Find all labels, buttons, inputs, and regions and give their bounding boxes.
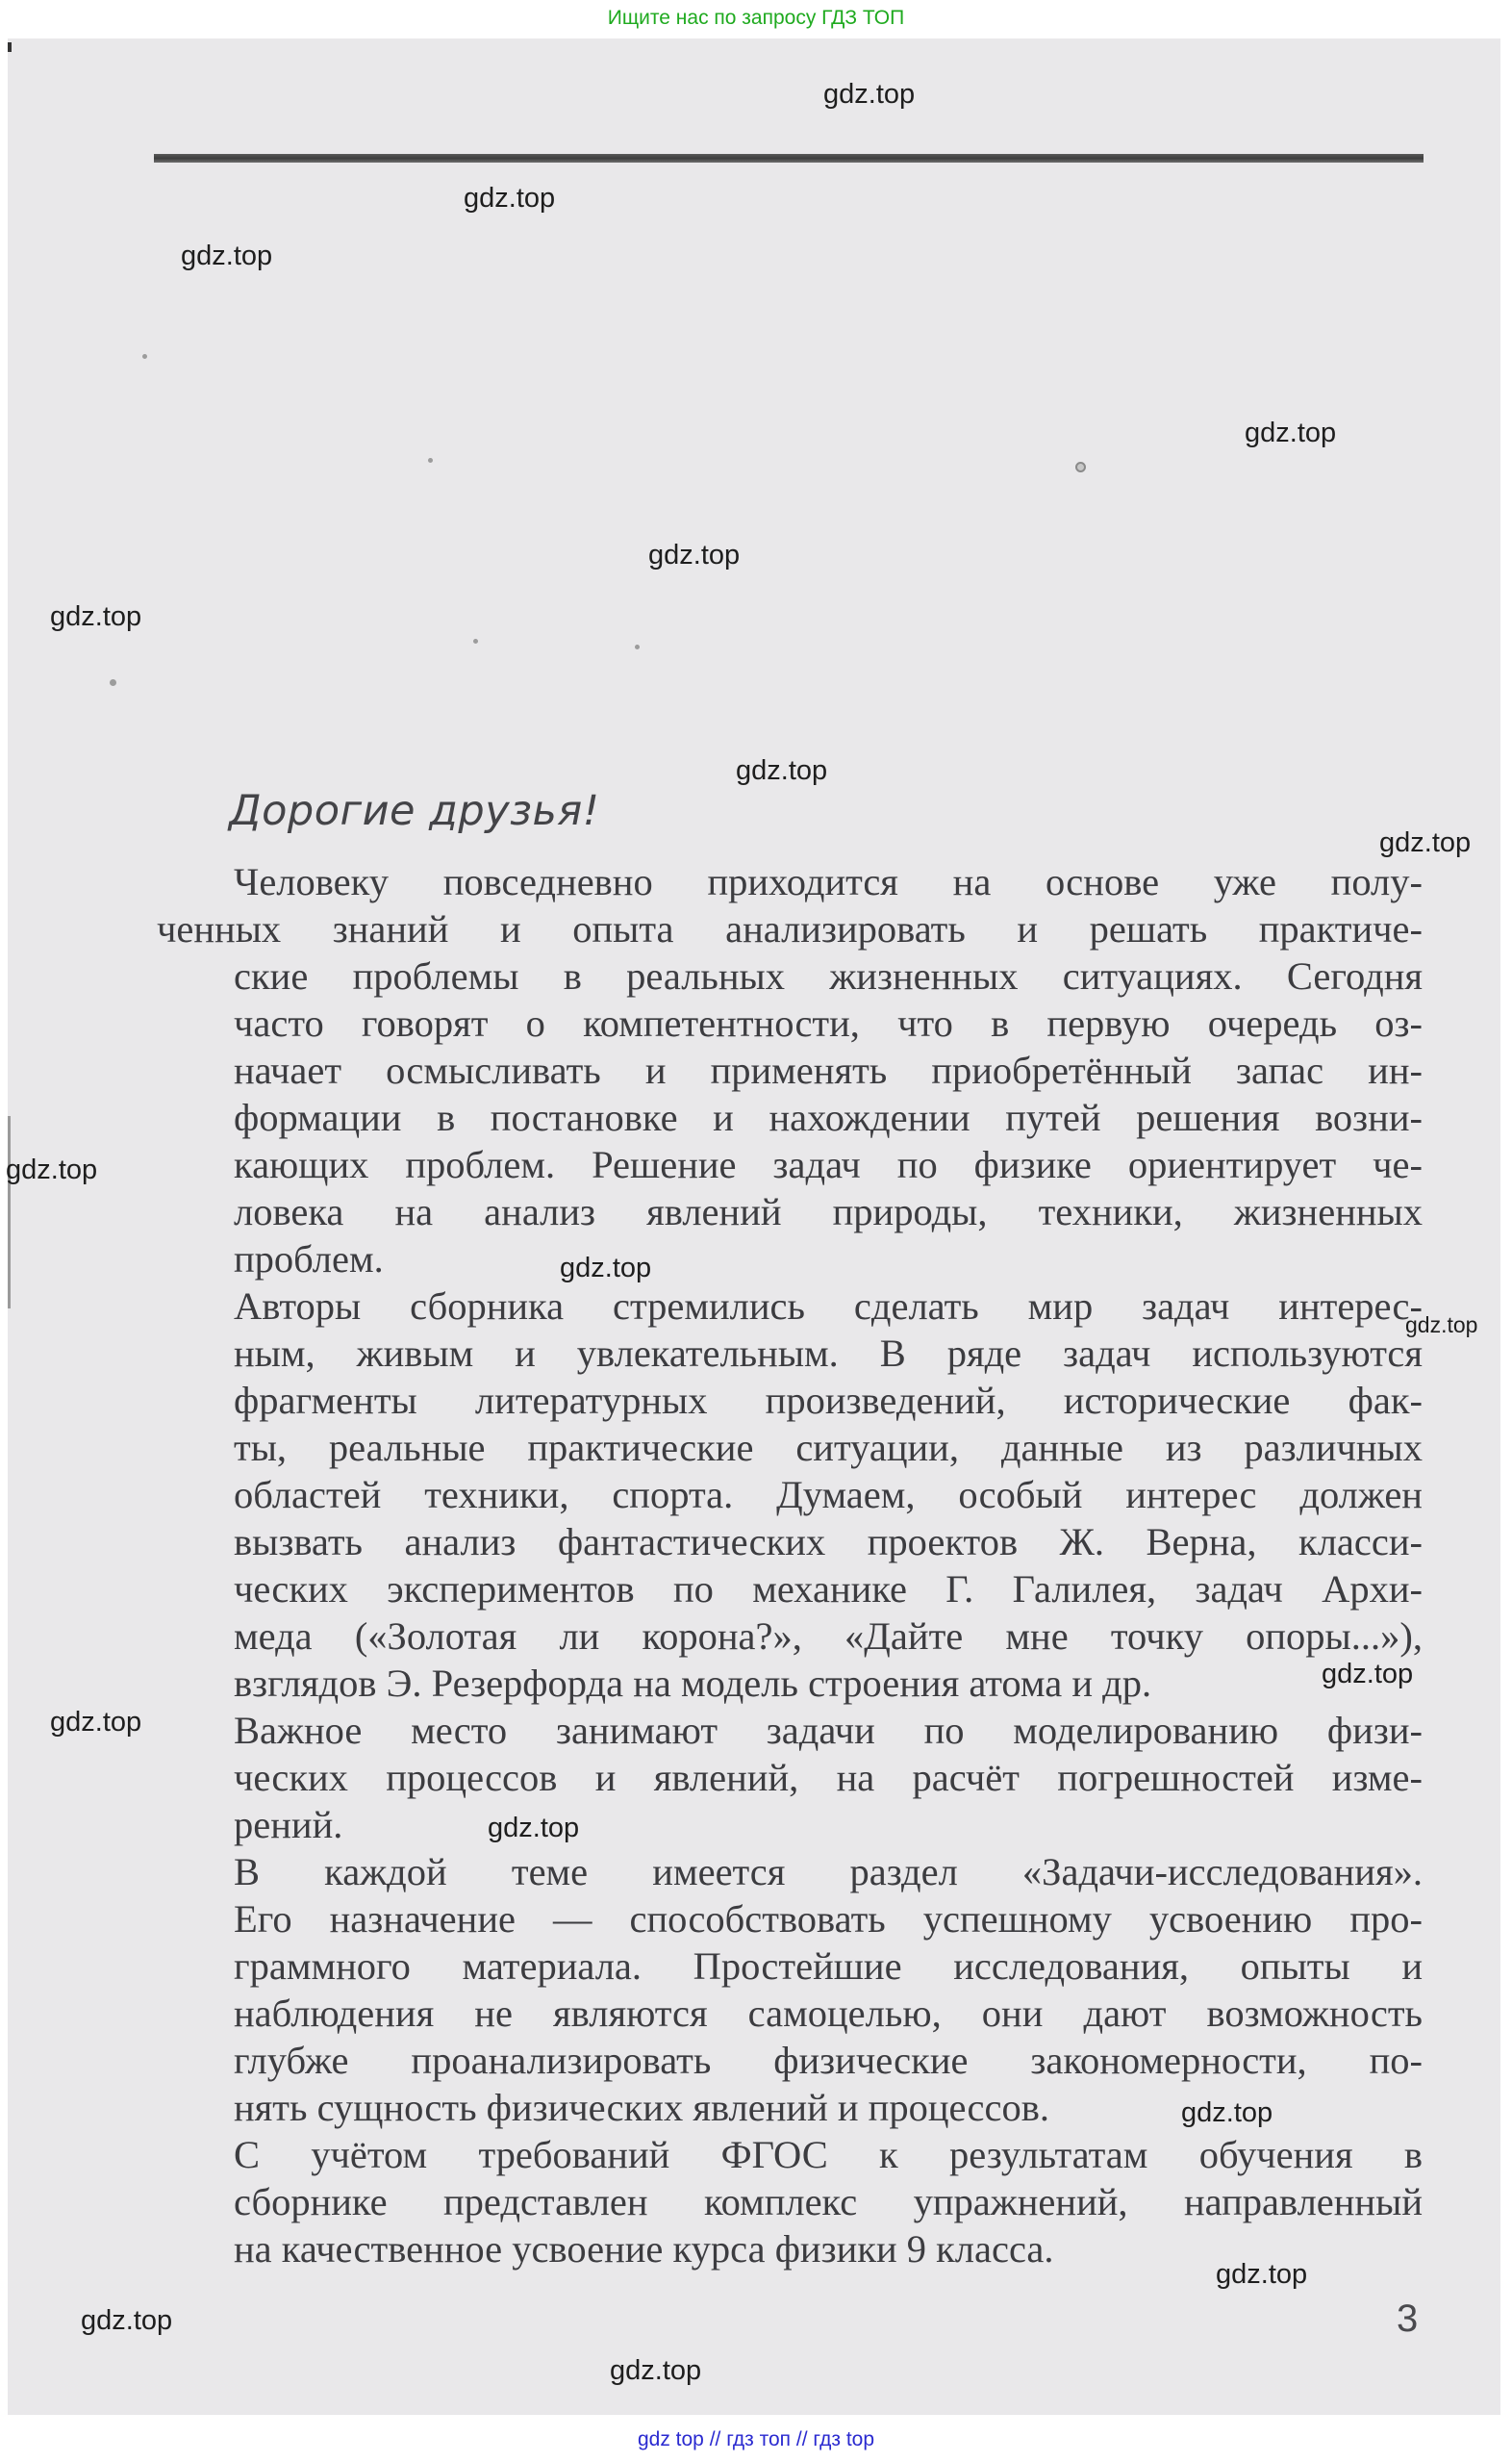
watermark: gdz.top (1322, 1659, 1414, 1689)
text-line: Авторы сборника стремились сделать мир задач интерес- (234, 1284, 1423, 1328)
text-line: меда («Золотая ли корона?», «Дайте мне точку опоры...»), (234, 1614, 1423, 1658)
watermark: gdz.top (610, 2355, 702, 2386)
text-line: Важное место занимают задачи по моделированию физи- (234, 1709, 1423, 1752)
watermark: gdz.top (1245, 418, 1337, 448)
watermark: gdz.top (81, 2305, 173, 2336)
watermark: gdz.top (823, 79, 916, 110)
text-line: ческих процессов и явлений, на расчёт погрешностей изме- (234, 1756, 1423, 1799)
text-line: сборнике представлен комплекс упражнений, направленный (234, 2180, 1423, 2223)
watermark: gdz.top (648, 540, 741, 571)
paragraph (157, 1282, 1423, 1707)
text-line: ным, живым и увлекательным. В ряде задач используются (234, 1332, 1423, 1375)
paragraph (157, 2131, 1423, 2272)
scan-speck (473, 639, 478, 644)
text-line: областей техники, спорта. Думаем, особый интерес должен (234, 1473, 1423, 1516)
text-line: формации в постановке и нахождении путей решения возни- (234, 1096, 1423, 1139)
watermark: gdz.top (1405, 1312, 1478, 1337)
text-line: взглядов Э. Резерфорда на модель строения атома и др. (234, 1662, 1152, 1705)
watermark: gdz.top (6, 1155, 98, 1185)
paragraph (157, 1707, 1423, 1848)
scan-speck (635, 645, 640, 649)
scan-speck (1075, 462, 1086, 472)
text-line: проблем. (234, 1237, 384, 1281)
watermark: gdz.top (1379, 827, 1472, 858)
watermark: gdz.top (50, 601, 142, 632)
text-line: фрагменты литературных произведений, исторические фак- (234, 1379, 1423, 1422)
text-line: Его назначение — способствовать успешному усвоению про- (234, 1897, 1423, 1941)
text-line: нять сущность физических явлений и процессов. (234, 2086, 1049, 2129)
text-line: Человеку повседневно приходится на основе уже полу- (234, 860, 1423, 903)
text-line: ловека на анализ явлений природы, техники, жизненных (234, 1190, 1423, 1233)
text-line: ские проблемы в реальных жизненных ситуациях. Сегодня (234, 954, 1423, 998)
watermark: gdz.top (1216, 2259, 1308, 2290)
watermark: gdz.top (560, 1253, 652, 1283)
paragraph (157, 858, 1423, 1282)
watermark: gdz.top (736, 755, 828, 786)
text-line: рений. (234, 1803, 343, 1846)
page-edge-shadow (8, 1116, 11, 1308)
scan-speck (110, 679, 116, 686)
text-line: С учётом требований ФГОС к результатам обучения в (234, 2133, 1423, 2176)
text-line: вызвать анализ фантастических проектов Ж. Верна, класси- (234, 1520, 1423, 1563)
text-line: ты, реальные практические ситуации, данные из различных (234, 1426, 1423, 1469)
watermark: gdz.top (181, 241, 273, 271)
text-line: ченных знаний и опыта анализировать и решать практиче- (157, 907, 1423, 951)
text-line: В каждой теме имеется раздел «Задачи-исследования». (234, 1850, 1423, 1893)
body-text (157, 858, 1423, 2272)
watermark: gdz.top (50, 1707, 142, 1738)
scan-speck (428, 458, 433, 463)
text-line: граммного материала. Простейшие исследования, опыты и (234, 1944, 1423, 1988)
header-rule (154, 154, 1424, 163)
bottom-banner[interactable]: gdz top // гдз топ // гдз top (0, 2417, 1512, 2462)
page-corner-mark (8, 42, 12, 52)
top-banner[interactable]: Ищите нас по запросу ГДЗ ТОП (0, 0, 1512, 37)
page-number: 3 (1397, 2297, 1419, 2340)
watermark: gdz.top (1181, 2097, 1273, 2128)
watermark: gdz.top (488, 1813, 580, 1843)
text-line: начает осмысливать и применять приобретённый запас ин- (234, 1049, 1423, 1092)
text-line: наблюдения не являются самоцелью, они дают возможность (234, 1992, 1423, 2035)
scan-speck (142, 354, 147, 359)
watermark: gdz.top (464, 183, 556, 214)
text-line: кающих проблем. Решение задач по физике ориентирует че- (234, 1143, 1423, 1186)
text-line: часто говорят о компетентности, что в первую очередь оз- (234, 1002, 1423, 1045)
text-line: ческих экспериментов по механике Г. Галилея, задач Архи- (234, 1567, 1423, 1611)
text-line: на качественное усвоение курса физики 9 класса. (234, 2227, 1054, 2271)
page-heading: Дорогие друзья! (229, 787, 600, 835)
text-line: глубже проанализировать физические закономерности, по- (234, 2039, 1423, 2082)
paragraph (157, 1848, 1423, 2131)
